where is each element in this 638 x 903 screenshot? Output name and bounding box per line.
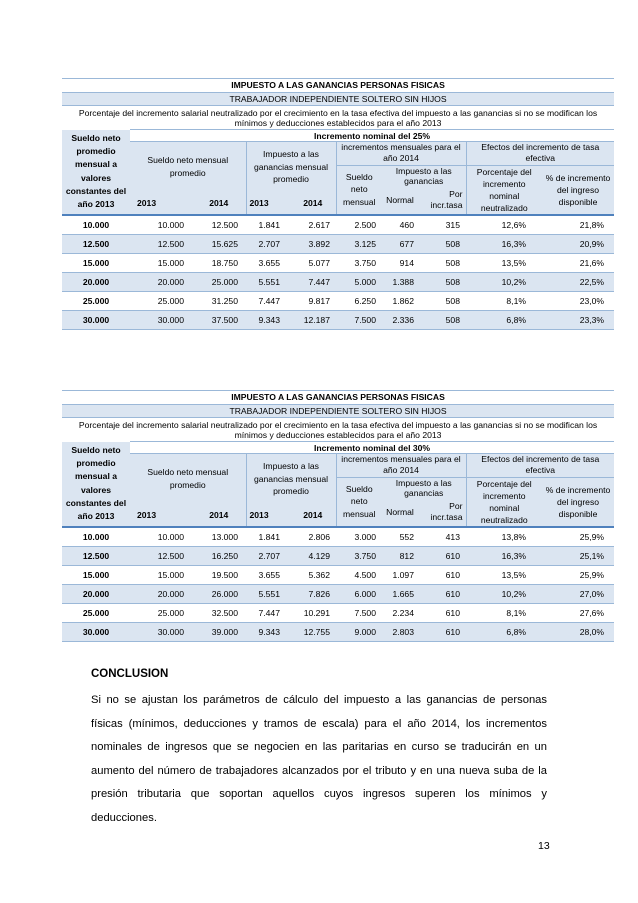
table-cell: 10.000 [130,527,192,547]
col-header-year-2014: 2014 [290,503,336,526]
table-cell: 3.125 [336,234,382,253]
table-cell: 18.750 [192,253,246,272]
table-cell: 16,3% [466,234,542,253]
table-row [62,272,614,291]
table-cell: 21,6% [542,253,614,272]
col-header-pct-incremento: % de incremento del ingreso disponible [542,165,614,215]
table-cell: 1.388 [382,272,418,291]
row-label-cell: 30.000 [62,310,130,329]
table-cell: 13.000 [192,527,246,547]
table-row [62,253,614,272]
col-header-sueldo-neto-mensual: Sueldo neto mensual [336,477,382,527]
table-cell: 3.750 [336,253,382,272]
col-header-year-2014: 2014 [290,191,336,214]
col-header-pct-incremento: % de incremento del ingreso disponible [542,477,614,527]
table-cell: 3.750 [336,546,382,565]
table-cell: 25.000 [130,603,192,622]
table-cell: 2.707 [246,234,290,253]
row-label-cell: 20.000 [62,272,130,291]
table-cell: 10.000 [130,215,192,235]
table-cell: 2.336 [382,310,418,329]
table-cell: 27,0% [542,584,614,603]
tax-table-30 [62,390,614,642]
table-cell: 25,9% [542,527,614,547]
table-cell: 12.500 [130,234,192,253]
table-cell: 1.841 [246,527,290,547]
table-row [62,291,614,310]
table-cell: 3.892 [290,234,336,253]
table-cell: 12.500 [130,546,192,565]
table-cell: 315 [418,215,466,235]
row-label-cell: 10.000 [62,527,130,547]
table-cell: 914 [382,253,418,272]
table-cell: 5.077 [290,253,336,272]
table-row [62,546,614,565]
col-header-efectos: Efectos del incremento de tasa efectiva [466,142,614,165]
table-cell: 5.000 [336,272,382,291]
table-cell: 30.000 [130,310,192,329]
table-cell: 2.707 [246,546,290,565]
row-label-cell: 25.000 [62,603,130,622]
table-cell: 610 [418,603,466,622]
table-cell: 610 [418,584,466,603]
table-cell: 10,2% [466,584,542,603]
col-header-impuesto-ganancias: Impuesto a las ganancias [382,165,466,186]
table-cell: 677 [382,234,418,253]
col-header-por-incr: Por incr.tasa [418,498,466,527]
table-cell: 610 [418,565,466,584]
table-cell: 20.000 [130,584,192,603]
table-cell: 7.447 [290,272,336,291]
table-cell: 31.250 [192,291,246,310]
col-header-impuesto: Impuesto a las ganancias mensual promedio [246,454,336,504]
table-cell: 23,3% [542,310,614,329]
table-cell: 37.500 [192,310,246,329]
conclusion-title: CONCLUSION [91,668,169,680]
table-cell: 23,0% [542,291,614,310]
table-cell: 1.097 [382,565,418,584]
table-cell: 3.655 [246,253,290,272]
col-header-impuesto-ganancias: Impuesto a las ganancias [382,477,466,498]
table-cell: 15.000 [130,565,192,584]
table-cell: 508 [418,253,466,272]
table-row [62,565,614,584]
table-row [62,234,614,253]
row-label-cell: 12.500 [62,234,130,253]
table-cell: 5.362 [290,565,336,584]
col-header-sueldo-neto-mensual: Sueldo neto mensual [336,165,382,215]
table-cell: 610 [418,622,466,641]
row-label-cell: 12.500 [62,546,130,565]
row-label-cell: 10.000 [62,215,130,235]
table-cell: 2.234 [382,603,418,622]
table-cell: 8,1% [466,291,542,310]
table-title: IMPUESTO A LAS GANANCIAS PERSONAS FISICAS [62,391,614,405]
table-cell: 1.665 [382,584,418,603]
table-cell: 2.806 [290,527,336,547]
col-header-impuesto: Impuesto a las ganancias mensual promedio [246,142,336,192]
table-cell: 6,8% [466,310,542,329]
table-cell: 25,9% [542,565,614,584]
table-cell: 6,8% [466,622,542,641]
col-header-porcentaje: Porcentaje del incremento nominal neutralizado [466,477,542,527]
table-cell: 12.755 [290,622,336,641]
table-cell: 12.500 [192,215,246,235]
table-cell: 4.500 [336,565,382,584]
table-cell: 9.000 [336,622,382,641]
table-cell: 32.500 [192,603,246,622]
table-cell: 12,6% [466,215,542,235]
table-cell: 10.291 [290,603,336,622]
table-cell: 508 [418,272,466,291]
table-cell: 7.826 [290,584,336,603]
table-cell: 13,8% [466,527,542,547]
table-cell: 15.625 [192,234,246,253]
conclusion-text: Si no se ajustan los parámetros de cálculo del impuesto a las ganancias de personas físicas (mínimos, deducciones y tramos de escala) para el año 2014, los incrementos nominales de ingresos que se negocien en las paritarias en curso se traducirán en un aumento del número de trabajadores alcanzados por el tributo y en una nueva suba de la presión tributaria que soportan aquellos cuyos ingresos superen los mínimos y deducciones. [91,694,547,824]
col-header-first: Sueldo neto promedio mensual a valores constantes del año 2013 [62,442,130,527]
table-row [62,310,614,329]
table-cell: 10,2% [466,272,542,291]
table-row [62,603,614,622]
table-cell: 610 [418,546,466,565]
col-header-sueldo: Sueldo neto mensual promedio [130,142,246,192]
table-cell: 4.129 [290,546,336,565]
table-row [62,584,614,603]
col-header-year-2013: 2013 [246,191,290,214]
table-cell: 28,0% [542,622,614,641]
table-description: Porcentaje del incremento salarial neutralizado por el crecimiento en la tasa efectiva del impuesto a las ganancias si no se modifican los mínimos y deducciones establecidos para el año 2013 [78,108,598,129]
row-label-cell: 15.000 [62,253,130,272]
table-cell: 20,9% [542,234,614,253]
table-cell: 5.551 [246,584,290,603]
table-cell: 39.000 [192,622,246,641]
table-cell: 508 [418,291,466,310]
table-cell: 3.655 [246,565,290,584]
table-cell: 25.000 [192,272,246,291]
table-cell: 13,5% [466,565,542,584]
table-cell: 27,6% [542,603,614,622]
increment-label: Incremento nominal del 25% [130,130,614,142]
table-cell: 7.447 [246,603,290,622]
table-cell: 16.250 [192,546,246,565]
table-cell: 5.551 [246,272,290,291]
table-cell: 7.447 [246,291,290,310]
table-cell: 13,5% [466,253,542,272]
table-cell: 3.000 [336,527,382,547]
table-title: IMPUESTO A LAS GANANCIAS PERSONAS FISICAS [62,79,614,93]
table-cell: 12.187 [290,310,336,329]
col-header-por-incr: Por incr.tasa [418,186,466,215]
tax-table-25 [62,78,614,330]
row-label-cell: 15.000 [62,565,130,584]
table-description: Porcentaje del incremento salarial neutralizado por el crecimiento en la tasa efectiva del impuesto a las ganancias si no se modifican los mínimos y deducciones establecidos para el año 2013 [78,420,598,441]
col-header-normal: Normal [382,498,418,527]
table-cell: 6.000 [336,584,382,603]
table-cell: 8,1% [466,603,542,622]
table-cell: 2.803 [382,622,418,641]
col-header-year-2013: 2013 [130,191,192,214]
col-header-porcentaje: Porcentaje del incremento nominal neutralizado [466,165,542,215]
col-header-year-2013: 2013 [246,503,290,526]
table-cell: 25,1% [542,546,614,565]
table-cell: 7.500 [336,603,382,622]
table-cell: 413 [418,527,466,547]
table-cell: 552 [382,527,418,547]
col-header-incrementos: incrementos mensuales para el año 2014 [336,454,466,477]
table-cell: 19.500 [192,565,246,584]
table-cell: 508 [418,310,466,329]
row-label-cell: 30.000 [62,622,130,641]
increment-label: Incremento nominal del 30% [130,442,614,454]
table-row [62,215,614,235]
table-subtitle: TRABAJADOR INDEPENDIENTE SOLTERO SIN HIJOS [62,405,614,418]
row-label-cell: 20.000 [62,584,130,603]
table-cell: 25.000 [130,291,192,310]
col-header-efectos: Efectos del incremento de tasa efectiva [466,454,614,477]
table-cell: 2.617 [290,215,336,235]
col-header-year-2013: 2013 [130,503,192,526]
table-cell: 508 [418,234,466,253]
col-header-incrementos: incrementos mensuales para el año 2014 [336,142,466,165]
table-cell: 20.000 [130,272,192,291]
table-row [62,622,614,641]
table-cell: 812 [382,546,418,565]
table-subtitle: TRABAJADOR INDEPENDIENTE SOLTERO SIN HIJOS [62,93,614,106]
row-label-cell: 25.000 [62,291,130,310]
table-cell: 1.841 [246,215,290,235]
table-cell: 26.000 [192,584,246,603]
table-cell: 22,5% [542,272,614,291]
table-cell: 9.343 [246,310,290,329]
table-cell: 6.250 [336,291,382,310]
table-cell: 460 [382,215,418,235]
col-header-year-2014: 2014 [192,191,246,214]
table-cell: 16,3% [466,546,542,565]
table-cell: 7.500 [336,310,382,329]
table-cell: 1.862 [382,291,418,310]
col-header-first: Sueldo neto promedio mensual a valores constantes del año 2013 [62,130,130,215]
table-cell: 15.000 [130,253,192,272]
col-header-sueldo: Sueldo neto mensual promedio [130,454,246,504]
table-cell: 2.500 [336,215,382,235]
col-header-normal: Normal [382,186,418,215]
col-header-year-2014: 2014 [192,503,246,526]
page-number: 13 [538,840,550,852]
table-row [62,527,614,547]
table-cell: 30.000 [130,622,192,641]
table-cell: 9.817 [290,291,336,310]
table-cell: 9.343 [246,622,290,641]
table-cell: 21,8% [542,215,614,235]
